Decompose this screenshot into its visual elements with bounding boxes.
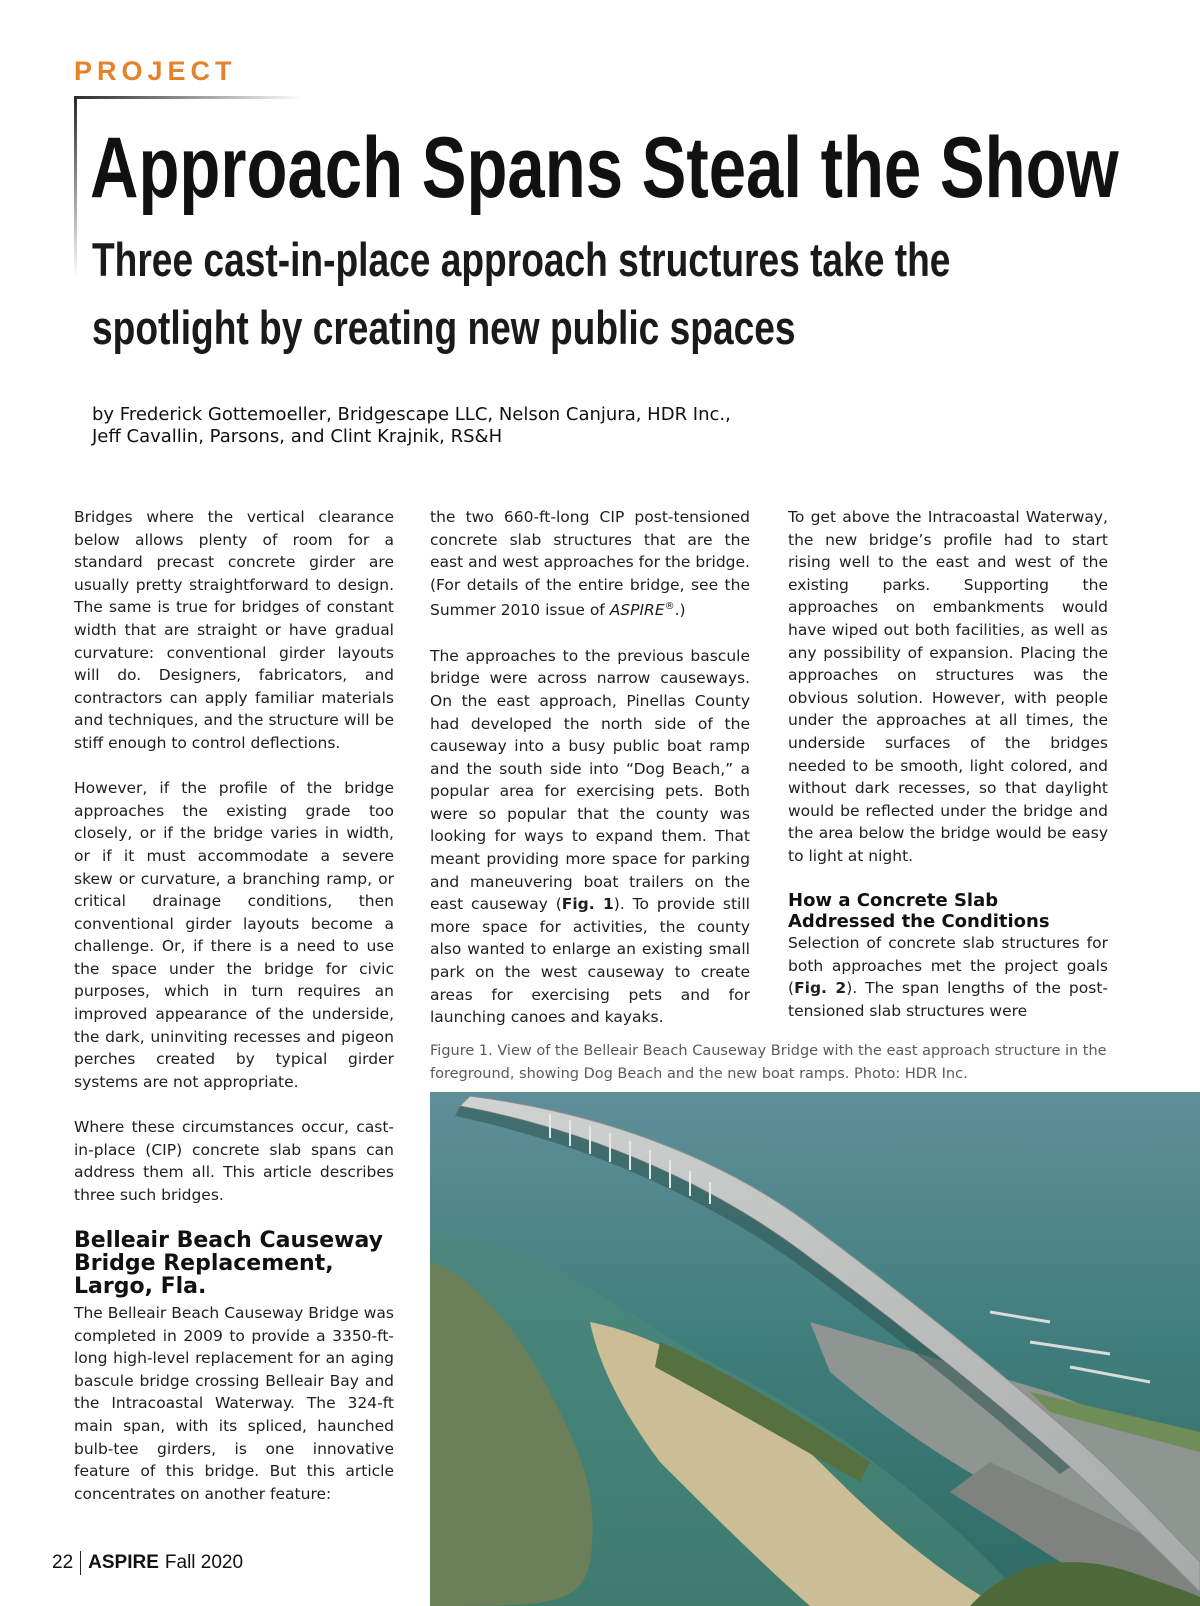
paragraph: To get above the Intracoastal Waterway, the new bridge’s profile had to start rising well to the east and west of the existing parks. Supporting the approaches on embankments would have wiped out both facilities, as well as any possibility of expansion. Placing the approaches on structures was the obvious solution. However, with people under the approaches at all times, the underside surfaces of the bridges needed to be smooth, light colored, and without dark recesses, so that daylight would be reflected under the bridge and the area below the bridge would be easy to light at night. xyxy=(788,508,1108,865)
paragraph: Where these circumstances occur, cast-in-place (CIP) concrete slab spans can address them all. This article describes three such bridges. xyxy=(74,1118,394,1204)
byline-line-2: Jeff Cavallin, Parsons, and Clint Krajnik, RS&H xyxy=(92,426,503,447)
figure-reference-link[interactable]: Fig. 1 xyxy=(561,895,614,914)
text-run: The approaches to the previous bascule bridge were across narrow causeways. On the east approach, Pinellas County had developed the north side of the causeway into a busy public boat ramp and the south side into “Dog Beach,” a popular area for exercising pets. Both were so popular that the county was looking for ways to expand them. That meant providing more space for parking and maneuvering boat trailers on the east causeway ( xyxy=(430,646,750,914)
page-number: 22 xyxy=(52,1552,74,1573)
section-label: PROJECT xyxy=(74,56,237,86)
paragraph xyxy=(430,645,750,1029)
text-run: ). To provide still more space for activities, the county also wanted to enlarge an existing small park on the west causeway to create areas for exercising pets and for launching canoes and kayaks. xyxy=(430,895,750,1027)
title-rule xyxy=(74,96,304,99)
article-subtitle: Three cast-in-place approach structures take the spotlight by creating new public spaces xyxy=(92,233,951,354)
article-title: Approach Spans Steal the Show xyxy=(90,120,1119,216)
section-heading-concrete-slab: How a Concrete Slab Addressed the Conditions xyxy=(788,890,1050,933)
column-3 xyxy=(788,506,1108,1022)
paragraph: However, if the profile of the bridge approaches the existing grade too closely, or if the bridge varies in width, or if it must accommodate a severe skew or curvature, a branching ramp, or critical drainage conditions, then conventional girder layouts become a challenge. Or, if there is a need to use the space under the bridge for civic purposes, which in turn requires an improved appearance of the underside, the dark, uninviting recesses and pigeon perches created by typical girder systems are not appropriate. xyxy=(74,779,394,1091)
magazine-name-italic: ASPIRE xyxy=(609,601,665,620)
issue-label: Fall 2020 xyxy=(164,1552,244,1573)
column-2 xyxy=(430,506,750,1029)
figure-reference-link[interactable]: Fig. 2 xyxy=(794,979,847,998)
text-run: ). The span lengths of the post-tensioned slab structures were xyxy=(788,979,1108,1020)
page-footer xyxy=(52,1550,243,1576)
text-run: the two 660-ft-long CIP post-tensioned concrete slab structures that are the east and west approaches for the bridge. (For details of the entire bridge, see the Summer 2010 issue of xyxy=(430,508,750,620)
footer-divider xyxy=(80,1551,81,1575)
figure-caption: Figure 1. View of the Belleair Beach Causeway Bridge with the east approach structure in the foreground, showing Dog Beach and the new boat ramps. Photo: HDR Inc. xyxy=(430,1043,1107,1082)
paragraph: The Belleair Beach Causeway Bridge was completed in 2009 to provide a 3350-ft-long high-level replacement for an aging bascule bridge crossing Belleair Bay and the Intracoastal Waterway. The 324-ft main span, with its spliced, haunched bulb-tee girders, is one innovative feature of this bridge. But this article concentrates on another feature: xyxy=(74,1304,394,1503)
paragraph: Bridges where the vertical clearance below allows plenty of room for a standard precast concrete girder are usually pretty straightforward to design. The same is true for bridges of constant width that are straight or have gradual curvature: conventional girder layouts will do. Designers, fabricators, and contractors can apply familiar materials and techniques, and the structure will be stiff enough to control deflections. xyxy=(74,508,394,752)
paragraph xyxy=(430,506,750,622)
byline xyxy=(92,404,812,448)
aerial-photo-illustration xyxy=(430,1092,1200,1606)
column-1 xyxy=(74,506,394,1505)
byline-line-1: by Frederick Gottemoeller, Bridgescape LLC, Nelson Canjura, HDR Inc., xyxy=(92,404,731,425)
magazine-name: ASPIRE xyxy=(88,1552,159,1573)
title-bar xyxy=(74,98,77,278)
text-run: .) xyxy=(674,601,686,620)
paragraph xyxy=(788,932,1108,1022)
section-heading-belleair: Belleair Beach Causeway Bridge Replacement, Largo, Fla. xyxy=(74,1228,383,1299)
aerial-bridge-photo xyxy=(430,1092,1200,1606)
registered-mark: ® xyxy=(664,601,675,613)
text-run: Selection of concrete slab structures for both approaches met the project goals ( xyxy=(788,934,1108,998)
